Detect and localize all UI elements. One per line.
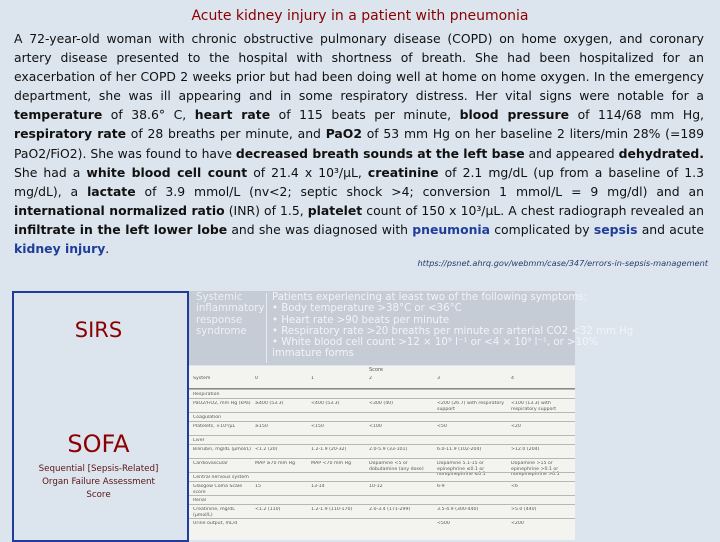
- table-cell: <1.2 (20): [255, 447, 278, 452]
- keyword-pneumonia: pneumonia: [412, 221, 491, 237]
- score-header: Score: [369, 367, 384, 373]
- table-cell: Dopamine 5.1-15 or epinephrine ≤0.1 or norepinephrine ≤0.1: [437, 461, 486, 477]
- table-cell: <20: [511, 424, 521, 429]
- sirs-definition: Systemic inflammatory response syndrome: [196, 292, 265, 337]
- table-cell: 15: [255, 484, 261, 489]
- table-row: [189, 518, 575, 533]
- table-cell: >12.0 (204): [511, 447, 540, 452]
- table-cell: <6: [511, 484, 518, 489]
- slide-title: Acute kidney injury in a patient with pneumonia: [191, 8, 529, 24]
- table-cell: Urine output, mL/d: [193, 521, 238, 526]
- table-cell: Liver: [193, 438, 205, 443]
- table-cell: <50: [437, 424, 447, 429]
- table-cell: <150: [311, 424, 324, 429]
- table-cell: 3.5-4.9 (300-440): [437, 507, 479, 512]
- table-row: [189, 444, 575, 459]
- case-paragraph: A 72-year-old woman with chronic obstructive pulmonary disease (COPD) on home oxygen, and coronary artery disease presented to the hospital with shortness of breath. She had been hospitalized for an exacerbation of her COPD 2 weeks prior but had been doing well at home on home oxygen. In the emergency department, she was ill appearing and in some respiratory distress. Her vital signs were notable for a temperature of 38.6° C, heart rate of 115 beats per minute, blood pressure of 114/68 mm Hg, respiratory rate of 28 breaths per minute, and PaO2 of 53 mm Hg on her baseline 2 liters/min 28% (=189 PaO2/FiO2). She was found to have decreased breath sounds at the left base and appeared dehydrated. She had a white blood cell count of 21.4 x 10³/µL, creatinine of 2.1 mg/dL (up from a baseline of 1.3 mg/dL), a lactate of 3.9 mmol/L (nv<2; septic shock >4; conversion 1 mmol/L = 9 mg/dl) and an international normalized ratio (INR) of 1.5, platelet count of 150 x 10³/µL. A chest radiograph revealed an infiltrate in the left lower lobe and she was diagnosed with pneumonia complicated by sepsis and acute kidney injury.: [14, 31, 705, 257]
- table-cell: 1.2-1.9 (20-32): [311, 447, 347, 452]
- sofa-score-table: [189, 366, 575, 540]
- table-cell: <200 (26.7) with respiratory support: [437, 401, 505, 412]
- table-header-cell: 2: [369, 376, 372, 381]
- keyword-sepsis: sepsis: [593, 221, 638, 237]
- sirs-divider: [266, 293, 267, 363]
- table-header-row: [189, 374, 575, 389]
- table-row: [189, 458, 575, 477]
- table-row: [189, 481, 575, 496]
- table-cell: MAP ≥70 mm Hg: [255, 461, 296, 466]
- table-header-cell: System: [193, 376, 211, 381]
- table-cell: ≥400 (53.3): [255, 401, 284, 406]
- table-cell: Bilirubin, mg/dL (µmol/L): [193, 447, 252, 452]
- table-cell: Dopamine <5 or dobutamine (any dose): [369, 461, 424, 472]
- table-cell: 10-12: [369, 484, 383, 489]
- table-header-cell: 4: [511, 376, 514, 381]
- sirs-criteria-list: Patients experiencing at least two of the following symptoms: • Body temperature >38°C or <36°C • Heart rate >90 beats per minute • Respiratory rate >20 breaths per minute or arterial CO2 <32 mm Hg • White blood cell count >12 × 10⁹ l⁻¹ or <4 × 10⁹ l⁻¹, or >10% immature forms: [272, 292, 634, 360]
- table-cell: Platelets, ×10³/µL: [193, 424, 236, 429]
- table-cell: 2.0-5.9 (33-101): [369, 447, 408, 452]
- keyword-kidney-injury: kidney injury: [14, 241, 106, 257]
- sofa-subtitle: Sequential [Sepsis-Related] Organ Failure Assessment Score: [38, 464, 159, 500]
- table-cell: <500: [437, 521, 450, 526]
- source-link[interactable]: https://psnet.ahrq.gov/webmm/case/347/errors-in-sepsis-management: [417, 258, 708, 268]
- table-row: [189, 421, 575, 436]
- table-cell: <200: [511, 521, 524, 526]
- table-cell: Central nervous system: [193, 475, 249, 480]
- table-cell: Dopamine >15 or epinephrine >0.1 or norepinephrine >0.1: [511, 461, 560, 477]
- table-cell: ≥150: [255, 424, 268, 429]
- table-cell: Creatinine, mg/dL (µmol/L): [193, 507, 235, 518]
- table-cell: <100 (13.3) with respiratory support: [511, 401, 557, 412]
- table-cell: 6-9: [437, 484, 445, 489]
- table-cell: 1.2-1.9 (110-170): [311, 507, 353, 512]
- table-cell: Glasgow Coma Scale score: [193, 484, 243, 495]
- sofa-box: [12, 375, 189, 542]
- table-cell: Respiration: [193, 392, 220, 397]
- table-cell: Cardiovascular: [193, 461, 228, 466]
- table-cell: <100: [369, 424, 382, 429]
- sofa-label: SOFA: [67, 430, 130, 458]
- table-header-cell: 1: [311, 376, 314, 381]
- table-cell: Renal: [193, 498, 207, 503]
- sirs-label: SIRS: [74, 318, 123, 342]
- table-cell: PaO2/FiO2, mm Hg (kPa): [193, 401, 251, 406]
- table-cell: 2.0-3.4 (171-299): [369, 507, 411, 512]
- table-cell: <1.2 (110): [255, 507, 281, 512]
- table-header-cell: 3: [437, 376, 440, 381]
- table-row: [189, 398, 575, 413]
- table-row: [189, 504, 575, 519]
- table-cell: >5.0 (440): [511, 507, 537, 512]
- table-cell: <400 (53.3): [311, 401, 340, 406]
- table-cell: MAP <70 mm Hg: [311, 461, 352, 466]
- table-cell: Coagulation: [193, 415, 222, 420]
- table-cell: 13-14: [311, 484, 325, 489]
- table-cell: 6.0-11.9 (102-204): [437, 447, 482, 452]
- table-cell: <300 (40): [369, 401, 393, 406]
- table-header-cell: 0: [255, 376, 258, 381]
